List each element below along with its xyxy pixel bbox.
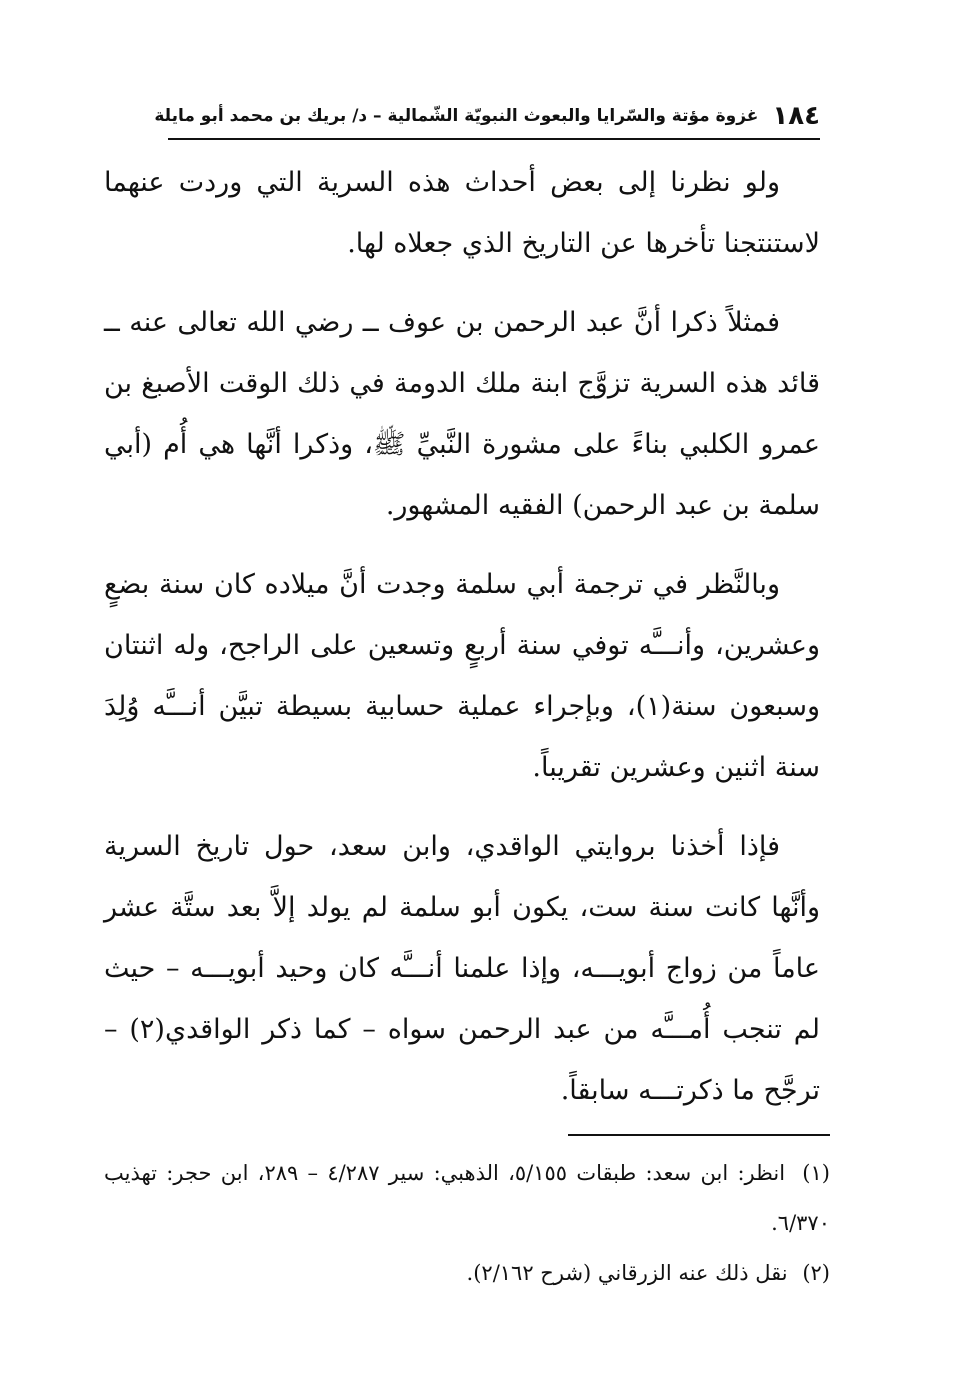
paragraph: ولو نظرنا إلى بعض أحداث هذه السرية التي وردت عنهما لاستنتجنا تأخرها عن التاريخ الذي جعلاه لها. — [104, 167, 820, 259]
running-header — [154, 96, 820, 136]
running-title: غزوة مؤتة والسّرايا والبعوث النبويّة الشّمالية – د/ بريك بن محمد أبو مايلة — [154, 106, 759, 126]
footnote — [104, 1148, 830, 1248]
paragraph: وبالنَّظر في ترجمة أبي سلمة وجدت أنَّ ميلاده كان سنة بضعٍ وعشرين، وأنـــَّه توفي سنة أربعٍ وتسعين على الراجح، وله اثنتان وسبعون سنة(١)، وبإجراء عملية حسابية بسيطة تبيَّن أنـــَّه وُلِدَ سنة اثنين وعشرين تقريباً. — [104, 569, 820, 783]
footnote-text: انظر: ابن سعد: طبقات ٥/١٥٥، الذهبي: سير ٤/٢٨٧ – ٢٨٩، ابن حجر: تهذيب ٦/٣٧٠. — [104, 1161, 830, 1235]
main-text — [104, 152, 820, 1139]
footnote-marker: (٢) — [802, 1261, 830, 1285]
paragraph: فمثلاً ذكرا أنَّ عبد الرحمن بن عوف ــ رضي الله تعالى عنه ــ قائد هذه السرية تزوَّج ابنة ملك الدومة في ذلك الوقت الأصبغ بن عمرو الكلبي بناءً على مشورة النَّبيِّ ﷺ، وذكرا أنَّها هي أُم (أبي سلمة بن عبد الرحمن) الفقيه المشهور. — [104, 307, 820, 521]
footnote — [104, 1248, 830, 1298]
footnote-separator — [568, 1134, 830, 1136]
page-number: ١٨٤ — [772, 101, 820, 131]
footnote-text: نقل ذلك عنه الزرقاني (شرح ٢/١٦٢). — [466, 1261, 788, 1285]
footnotes — [104, 1148, 830, 1298]
footnote-marker: (١) — [802, 1161, 830, 1185]
paragraph: فإذا أخذنا بروايتي الواقدي، وابن سعد، حول تاريخ السرية وأنَّها كانت سنة ست، يكون أبو سلمة لم يولد إلاَّ بعد ستَّة عشر عاماً من زواج أبويـــه، وإذا علمنا أنـــَّه كان وحيد أبويـــه – حيث لم تنجب أُمـــَّه من عبد الرحمن سواه – كما ذكر الواقدي(٢) – ترجَّح ما ذكرتـــه سابقاً. — [104, 831, 821, 1106]
header-rule — [168, 138, 820, 140]
